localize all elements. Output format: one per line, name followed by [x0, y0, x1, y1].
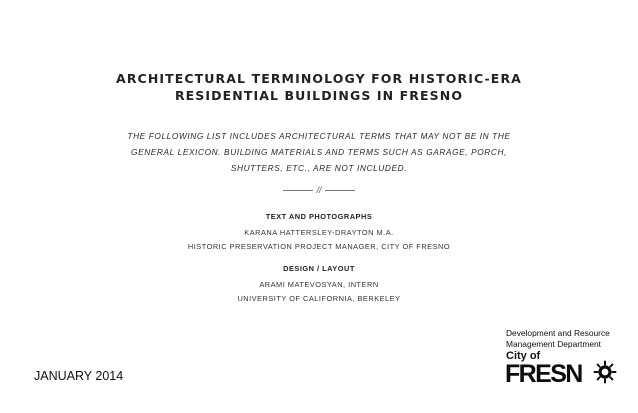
intro-line-3: SHUTTERS, ETC., ARE NOT INCLUDED. — [230, 163, 408, 173]
title-line-2: RESIDENTIAL BUILDINGS IN FRESNO — [174, 88, 464, 103]
intro-paragraph — [0, 128, 638, 176]
title-line-1: ARCHITECTURAL TERMINOLOGY FOR HISTORIC-ERA — [116, 71, 522, 86]
credits-heading: DESIGN / LAYOUT — [283, 264, 355, 273]
department-line-2: Management Department — [506, 339, 601, 349]
logo-wordmark: FRESN — [505, 360, 582, 388]
credits-role: HISTORIC PRESERVATION PROJECT MANAGER, CITY OF FRESNO — [187, 242, 451, 251]
intro-line-2: GENERAL LEXICON. BUILDING MATERIALS AND TERMS SUCH AS GARAGE, PORCH, — [131, 147, 507, 157]
city-of-fresno-logo — [505, 350, 615, 388]
divider-line-right — [325, 190, 355, 191]
credits-design-layout — [0, 263, 638, 306]
department-name — [506, 328, 610, 350]
credits-name: KARANA HATTERSLEY-DRAYTON M.A. — [244, 228, 394, 237]
department-line-1: Development and Resource — [506, 328, 610, 338]
section-divider — [283, 186, 355, 196]
credits-heading: TEXT AND PHOTOGRAPHS — [265, 212, 373, 221]
logo-city-of: City of — [506, 350, 541, 362]
credits-text-photos — [0, 211, 638, 254]
divider-mark: // — [316, 185, 322, 195]
divider-line-left — [283, 190, 313, 191]
document-title — [0, 70, 638, 104]
intro-line-1: THE FOLLOWING LIST INCLUDES ARCHITECTURAL TERMS THAT MAY NOT BE IN THE — [127, 131, 511, 141]
sun-icon — [593, 360, 617, 384]
credits-name: ARAMI MATEVOSYAN, INTERN — [259, 280, 379, 289]
publication-date: JANUARY 2014 — [34, 369, 124, 383]
credits-role: UNIVERSITY OF CALIFORNIA, BERKELEY — [237, 294, 401, 303]
